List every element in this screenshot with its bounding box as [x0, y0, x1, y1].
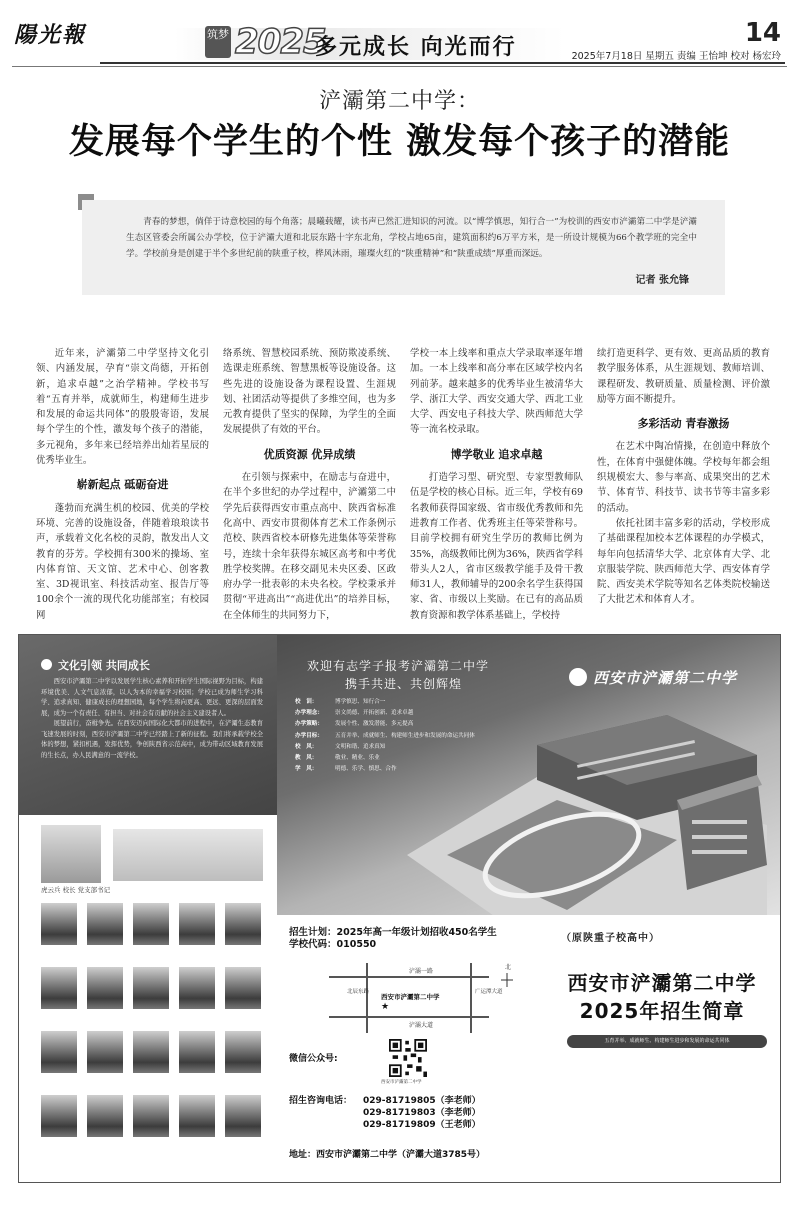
portrait-photo	[133, 1031, 169, 1073]
portrait-photo	[225, 903, 261, 945]
brochure-title: 2025年招生简章	[579, 999, 745, 1023]
portrait-photo	[87, 903, 123, 945]
brochure-title-school: 西安市浐灞第二中学	[567, 971, 757, 995]
portrait-caption	[133, 947, 169, 959]
portrait-photo	[179, 1031, 215, 1073]
paragraph: 展望前行，奋楫争先。在西安迈向国际化大都市的进程中，在浐灞生态教育飞速发展的时刻，西安市浐灞第二中学已经踏上了新的征程。我们将承载学校全体的梦想，紧扣机遇，发挥优势，争创陕西省示范高中，成为带动区域教育发展的生长点，办人民满意的一流学校。	[41, 720, 263, 759]
portrait-photo	[41, 903, 77, 945]
map-road-label: 广运潭大道	[475, 989, 503, 995]
motto-key: 校 训：	[295, 699, 318, 705]
teacher-photo-grid	[41, 903, 263, 1151]
culture-title-text: 文化引领 共同成长	[58, 659, 150, 672]
teacher-portrait	[87, 967, 123, 1023]
portrait-caption	[87, 1011, 123, 1023]
phone-number: 029-81719803（李老师）	[363, 1108, 481, 1118]
circle-bullet-icon	[41, 659, 52, 670]
motto-row	[295, 764, 495, 775]
portrait-caption	[133, 1139, 169, 1151]
teacher-portrait	[225, 903, 261, 959]
page-number: 14	[744, 18, 781, 48]
phone-number: 029-81719805（李老师）	[363, 1096, 481, 1106]
teacher-portrait	[41, 1031, 77, 1087]
portrait-photo	[87, 1095, 123, 1137]
former-name: （原陕重子校高中）	[561, 933, 660, 944]
article-column-4	[597, 346, 770, 606]
culture-panel	[19, 635, 277, 815]
portrait-photo	[225, 1031, 261, 1073]
teacher-portrait	[41, 1095, 77, 1151]
enrollment-plan	[289, 927, 497, 951]
phone-label: 招生咨询电话：	[289, 1096, 353, 1106]
qr-code-icon	[389, 1039, 427, 1077]
principal-photo	[41, 825, 101, 883]
teacher-portrait	[179, 967, 215, 1023]
portrait-photo	[225, 1095, 261, 1137]
motto-value: 明德、乐学、慎思、合作	[335, 766, 397, 773]
masthead	[0, 0, 799, 72]
banner-year: 2025	[235, 22, 326, 62]
motto-key: 教 风：	[295, 755, 318, 762]
paragraph: 在艺术中陶冶情操，在创造中释放个性，在体育中强健体魄。学校每年都会组织规模宏大、参与率高、成果突出的艺术节、体育节、科技节、读书节等丰富多彩的活动。	[597, 441, 770, 514]
portrait-caption	[179, 1139, 215, 1151]
article-headline: 发展每个学生的个性 激发每个孩子的潜能	[68, 122, 731, 162]
portrait-caption	[87, 1139, 123, 1151]
portrait-caption	[179, 1011, 215, 1023]
motto-value: 敬业、精业、乐业	[335, 755, 380, 762]
subheading: 优质资源 优异成绩	[263, 447, 356, 461]
north-label: 北	[505, 964, 512, 971]
motto-key: 学 风：	[295, 766, 318, 773]
portrait-caption	[179, 1075, 215, 1087]
welcome-line-1: 欢迎有志学子报考浐灞第二中学	[307, 659, 490, 673]
enrollment-plan-text: 招生计划：2025年高一年级计划招收450名学生	[289, 927, 497, 938]
qr-caption: 西安市浐灞第二中学	[381, 1080, 422, 1085]
principal-photos	[41, 825, 263, 885]
motto-key: 办学目标：	[295, 732, 323, 739]
portrait-photo	[133, 903, 169, 945]
motto-key: 校 风：	[295, 743, 318, 750]
school-code: 学校代码：010550	[289, 939, 377, 950]
portrait-caption	[87, 1075, 123, 1087]
teacher-portrait	[41, 967, 77, 1023]
enrollment-advertisement	[18, 634, 781, 1183]
paragraph: 打造学习型、研究型、专家型教师队伍是学校的核心目标。近三年，学校有69名教师获得国家级、省市级优秀教师和先进教育工作者、优秀班主任等荣誉称号。目前学校拥有研究生学历的教师比例为35%，高级教师比例为36%，陕西省学科带头人2人，省市区级教学能手及骨干教师31人，教师辅导的200余名学生获得国家、省、市级以上奖励。在已有的高品质教育资源和教学体系基础上，学校持	[410, 472, 583, 621]
article-column-3	[410, 346, 583, 621]
byline: 记者 张允锋	[635, 275, 689, 286]
wechat-label: 微信公众号:	[289, 1054, 338, 1064]
brochure-slogan-bar: 五育并举、成就师生、构建师生进步和发展的命运共同体	[567, 1035, 767, 1048]
portrait-caption	[41, 947, 77, 959]
motto-row	[295, 753, 495, 764]
paragraph: 在引领与探索中，在励志与奋进中，在半个多世纪的办学过程中，浐灞第二中学先后获得西安市重点高中、陕西省标准化高中、西安市贯彻体育艺术工作条例示范校、陕西省校本研修先进集体等荣誉称号，连续十余年获得东城区高考和中考优胜学校奖牌。在移交副见未央区委、区政府办学一批表彰的未央名校。学校秉承并贯彻“平进高出”“高进优出”的培养目标，在全体师生的共同努力下，	[223, 472, 396, 621]
banner-badge: 筑梦	[205, 26, 231, 58]
portrait-photo	[87, 1031, 123, 1073]
motto-value: 博学慎思、知行合一	[335, 699, 386, 705]
portrait-caption	[225, 947, 261, 959]
map-road-label: 北辰东路	[347, 989, 370, 995]
motto-value: 崇文尚德、开拓创新、追求卓越	[335, 710, 414, 717]
teacher-portrait	[87, 1031, 123, 1087]
location-map	[319, 959, 519, 1037]
motto-row	[295, 697, 495, 708]
motto-value: 五育并举、成就师生、构建师生进步和发展的命运共同体	[335, 732, 475, 739]
teacher-portrait	[179, 1031, 215, 1087]
motto-value: 文明和谐、追求真知	[335, 743, 386, 750]
portrait-photo	[41, 967, 77, 1009]
portrait-caption	[225, 1011, 261, 1023]
welcome-line-2: 携手共进、共创辉煌	[345, 677, 463, 691]
portrait-photo	[225, 967, 261, 1009]
campus-hero	[277, 635, 781, 915]
culture-text	[41, 677, 263, 761]
portrait-photo	[133, 1095, 169, 1137]
portrait-caption	[133, 1075, 169, 1087]
teacher-portrait	[225, 967, 261, 1023]
portrait-photo	[87, 967, 123, 1009]
school-star-icon: ★	[381, 1002, 390, 1012]
portrait-caption	[41, 1075, 77, 1087]
paragraph: 近年来，浐灞第二中学坚持文化引领、内涵发展，孕育“崇文尚德，开拓创新，追求卓越”之治学精神。学校书写着“五育并举，成就师生，构建师生进步和发展的命运共同体”的殷殷寄语，发展每个学生的个性，激发每个孩子的潜能，多元视角，多年来已经培养出灿若星辰的优秀毕业生。	[36, 348, 209, 467]
culture-title	[41, 657, 150, 673]
lead-text: 青春的梦想，倘佯于诗意校园的每个角落；晨曦载耀，读书声已然汇进知识的河流。以“博学慎思，知行合一”为校训的西安市浐灞第二中学是浐灞生态区管委会所属公办学校，位于浐灞大道和北辰东路十字东北角，学校占地65亩，建筑面积约6万平方米，是一所设计规模为66个教学班的完全中学。学校前身是创建于半个多世纪前的陕重子校，桦风沐雨，璀璨火红的“陕重精神”和“陕重成绩”厚重而深远。	[126, 217, 697, 259]
ad-left-panel	[19, 635, 277, 1183]
teacher-portrait	[179, 903, 215, 959]
teacher-portrait	[87, 1095, 123, 1151]
contact-phones	[289, 1095, 481, 1131]
banner-slogan: 多元成长 向光而行	[315, 35, 517, 60]
leadership-group-photo	[113, 829, 263, 881]
motto-key: 办学理念：	[295, 710, 323, 717]
map-road-label: 浐灞大道	[409, 1022, 434, 1029]
ad-right-panel	[277, 635, 781, 1183]
teacher-portrait	[133, 1031, 169, 1087]
paragraph: 依托社团丰富多彩的活动，学校形成了基础课程加校本艺体课程的办学模式，每年向包括清华大学、北京体育大学、北京服装学院、陕西师范大学、西安体育学院、西安美术学院等知名艺体类院校输送了大批艺术和体育人才。	[597, 517, 770, 606]
teacher-portrait	[179, 1095, 215, 1151]
subheading: 博学敬业 追求卓越	[450, 447, 543, 461]
teacher-portrait	[87, 903, 123, 959]
school-address: 地址：西安市浐灞第二中学（浐灞大道3785号）	[289, 1150, 486, 1160]
teacher-portrait	[133, 967, 169, 1023]
subheading: 多彩活动 青春激扬	[637, 417, 730, 431]
newspaper-brand: 陽光報	[14, 22, 87, 48]
enrollment-info	[277, 915, 781, 1183]
article-column-2	[223, 346, 396, 621]
paragraph: 络系统、智慧校园系统、预防欺凌系统、选课走班系统、智慧黑板等设施设备。这些先进的设施设备为课程设置、生涯规划、社团活动等提供了多维空间，也为多元教育提供了坚实的保障，为学生的全面发展提供了有效的平台。	[223, 348, 396, 436]
section-banner	[175, 22, 565, 62]
lead-box	[82, 200, 725, 295]
motto-value: 发展个性、激发潜能、多元提高	[335, 721, 414, 728]
article-kicker: 浐灞第二中学：	[318, 89, 480, 114]
portrait-caption	[225, 1075, 261, 1087]
portrait-photo	[41, 1095, 77, 1137]
paragraph: 学校一本上线率和重点大学录取率逐年增加。一本上线率和高分率在区域学校内名列前茅。越来越多的优秀毕业生被清华大学、浙江大学、西安交通大学、西北工业大学、西安电子科技大学、陕西师范大学等一流名校录取。	[410, 348, 583, 436]
school-mottos	[295, 697, 495, 775]
portrait-caption	[41, 1139, 77, 1151]
top-rule	[100, 62, 785, 64]
map-school-label: 西安市浐灞第二中学	[381, 993, 440, 1001]
portrait-caption	[133, 1011, 169, 1023]
portrait-photo	[179, 1095, 215, 1137]
teacher-portrait	[41, 903, 77, 959]
article-column-1	[36, 346, 209, 621]
dateline: 2025年7月18日 星期五 责编 王怡坤 校对 杨宏玲	[571, 51, 781, 62]
motto-row	[295, 742, 495, 753]
principal-caption: 虎云兵 校长 党支部书记	[41, 886, 111, 894]
portrait-photo	[179, 967, 215, 1009]
portrait-caption	[225, 1139, 261, 1151]
portrait-caption	[41, 1011, 77, 1023]
teacher-portrait	[133, 903, 169, 959]
portrait-caption	[87, 947, 123, 959]
motto-row	[295, 708, 495, 719]
school-logo	[569, 667, 737, 688]
paragraph: 蓬勃而充满生机的校园、优美的学校环境、完善的设施设备，伴随着琅琅读书声，承载着文化名校的灵韵，散发出人文教育的芬芳。学校拥有300米的操场、室内体育馆、天文馆、艺术中心、创客教室、3D视讯室、科技活动室、报告厅等100余个一流的现代化功能部室；有校园网	[36, 502, 209, 621]
article-body	[36, 346, 771, 621]
subheading: 崭新起点 砥砺奋进	[76, 478, 169, 492]
portrait-photo	[41, 1031, 77, 1073]
motto-key: 办学策略：	[295, 721, 323, 728]
portrait-caption	[179, 947, 215, 959]
portrait-photo	[133, 967, 169, 1009]
top-rule-thin	[12, 66, 787, 67]
portrait-photo	[179, 903, 215, 945]
school-logo-text: 西安市浐灞第二中学	[593, 669, 738, 687]
paragraph: 续打造更科学、更有效、更高品质的教育教学服务体系，从生涯规划、教师培训、课程研发、教研质量、质量检测、评价激励等方面不断提升。	[597, 348, 770, 405]
map-road-label: 浐灞一路	[409, 968, 434, 975]
teacher-portrait	[225, 1031, 261, 1087]
phone-number: 029-81719809（王老师）	[363, 1120, 481, 1130]
teacher-portrait	[133, 1095, 169, 1151]
teacher-portrait	[225, 1095, 261, 1151]
motto-row	[295, 731, 495, 742]
paragraph: 西安市浐灞第二中学以发展学生核心素养和开拓学生国际视野为目标，构建环境优美、人文气息浓郁，以人为本的幸福学习校园；学校已成为师生学习科学、追求真知、健康成长的理想园地，每个学生将向更高、更远、更深的层面发展，成为一个有责任、有担当、对社会有贡献的社会主义建设者人。	[41, 678, 263, 717]
motto-row	[295, 719, 495, 730]
school-emblem-icon	[569, 668, 587, 686]
